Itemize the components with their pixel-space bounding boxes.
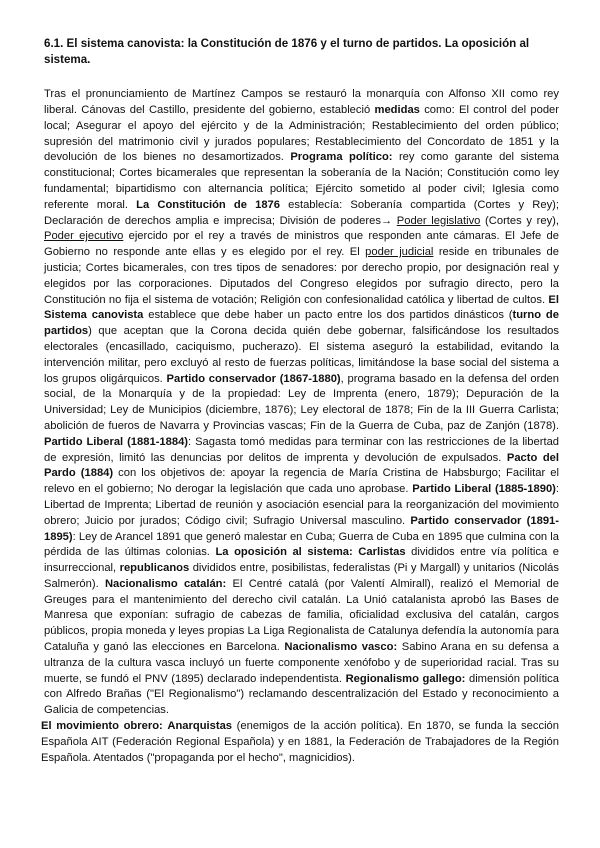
document-page [41, 36, 560, 766]
text-run: : Libertad de Imprenta; Libertad de reunión y asociación esencial para la reorganización del movimiento obrero; Juicio por jurados; Código civil; Sufragio Universal masculino. [44, 483, 560, 527]
bold-run: La oposición al sistema: Carlistas [215, 546, 406, 559]
bold-run: republicanos [119, 562, 190, 575]
text-run: ) que aceptan que la Corona decida quién debe gobernar, falsificándose los resultados electorales (encasillado, caciquismo, pucherazo). El sistema aseguró la estabilidad, evitando la intervención militar, pero excluyó al resto de fuerzas políticas, limitándose la base social del sistema a los grupos oligárquicos. [44, 325, 559, 385]
bold-run: turno de partidos [44, 309, 559, 338]
underlined-run: poder judicial [365, 246, 434, 259]
text-run: Sabino Arana en su defensa a ultranza de la cultura vasca incluyó un fuerte componente xenófobo y de superioridad racial. Tras su muerte, se fundó el PNV (1895) declarado independentista. [44, 641, 559, 685]
text-run: establece que debe haber un pacto entre los dos partidos dinásticos ( [143, 309, 513, 322]
text-run: : Sagasta tomó medidas para terminar con las restricciones de la libertad de expresión, limitó las denuncias por delitos de imprenta y devolución de expulsados. [44, 435, 560, 464]
bold-run: medidas [374, 103, 420, 116]
bold-run: Partido conservador (1891- 1895) [44, 514, 559, 543]
bold-run: La Constitución de 1876 [136, 198, 280, 211]
text-run: divididos entre, posibilistas, federalistas (Pi y Margall) y unitarios (Nicolás Salmerón). [44, 562, 559, 590]
section-title: 6.1. El sistema canovista: la Constitución de 1876 y el turno de partidos. La oposición al sistema. [44, 37, 530, 66]
text-run: (enemigos de la acción política). En 1870, se funda la sección Española AIT (Federación Regional Española) y en 1881, la Federación de Trabajadores de la Región Española. Atentados ("propaganda por el hecho", magnicidios). [41, 720, 559, 764]
text-run: con los objetivos de: apoyar la regencia de María Cristina de Habsburgo; Facilitar el relevo en el gobierno; No derogar la legislación que cada uno aprobase. [44, 467, 559, 496]
bold-run: Regionalismo gallego: [345, 672, 466, 685]
text-run: reside en tribunales de justicia; Cortes bicamerales, con tres tipos de senadores: por derecho propio, por designación real y elegidos por las corporaciones. Diputados del Congreso elegidos por sufragio directo, pero la Constitución no fija el sistema de votación; Religión con confesionalidad católica y libertad de cultos. [44, 246, 559, 306]
bold-run: Nacionalismo vasco: [284, 641, 398, 654]
bold-run: Pacto del Pardo (1884) [44, 451, 560, 480]
bold-run: Nacionalismo catalán: [104, 577, 227, 590]
text-run: rey como garante del sistema constitucional; Cortes bicamerales que representan la soberanía de la Nación; Constitución como ley fundamental; bipartidismo con alternancia política; Ejército sometido al poder civil; Iglesia como referente moral. [44, 151, 560, 211]
underlined-run: Poder ejecutivo [44, 230, 124, 243]
bold-run: Partido Liberal (1885-1890) [412, 483, 556, 496]
text-run: , programa basado en la defensa del orden social, de la Monarquía y de la propiedad: Ley de Imprenta (enero, 1879); Depuración de la Universidad; Ley de Municipios (diciembre, 1876); Ley electoral de 1878; Fin de la III Guerra Carlista; abolición de fueros de Navarra y Provincias vascas; Fin de la Guerra de Cuba, paz de Zanjón (1878). [44, 372, 559, 432]
text-run: divididos entre vía política e insurreccional, [44, 546, 559, 575]
bold-run: Programa político: [290, 151, 393, 164]
body-paragraph [44, 87, 559, 719]
bold-run: Partido Liberal (1881-1884) [44, 435, 189, 448]
underlined-run: Poder legislativo [396, 214, 481, 227]
text-run: (Cortes y rey), [480, 214, 559, 227]
bold-run: El Sistema canovista [44, 293, 559, 322]
text-run: como: El control del poder local; Asegurar el apoyo del ejército y de la Administración; Restablecimiento del orden público; supresión del matrimonio civil y jurados populares; Restablecimiento del Concordato de 1851 y la devolución de los bienes no desamortizados. [44, 103, 559, 164]
text-run: ejercido por el rey a través de ministros que responden ante cámaras. El Jefe de Gobierno no responde ante ellas y es elegido por el rey. El [44, 230, 560, 259]
bold-run: El movimiento obrero: [41, 720, 163, 733]
text-run: : Ley de Arancel 1891 que generó malestar en Cuba; Guerra de Cuba en 1895 que culmina con la pérdida de las últimas colonias. [44, 530, 559, 559]
text-run: dimensión política con Alfredo Brañas ("El Regionalismo") reclamando descentralización del Estado y reconocimiento a Galicia de competencias. [44, 672, 559, 717]
text-run: establecía: Soberanía compartida (Cortes y Rey); Declaración de derechos amplia e imprecisa; División de poderes→ [44, 198, 559, 227]
text-run: Tras el pronunciamiento de Martínez Campos se restauró la monarquía con Alfonso XII como rey liberal. Cánovas del Castillo, presidente del gobierno, estableció [44, 88, 559, 116]
bold-run: Anarquistas [167, 720, 233, 733]
text-run: El Centré catalá (por Valentí Almirall), realizó el Memorial de Greuges para el mantenimiento del derecho civil catalán. La Unió catalanista aprobó las Bases de Manresa que exponían: sufragio de cabezas de familia, oficialidad exclusiva del catalán, cargos públicos, propia moneda y leyes propias La Liga Regionalista de Catalunya defendía la autonomía para Cataluña y ganó las elecciones en Barcelona. [44, 577, 559, 654]
bold-run: Partido conservador (1867-1880) [166, 372, 341, 385]
labor-movement-paragraph [41, 719, 559, 766]
